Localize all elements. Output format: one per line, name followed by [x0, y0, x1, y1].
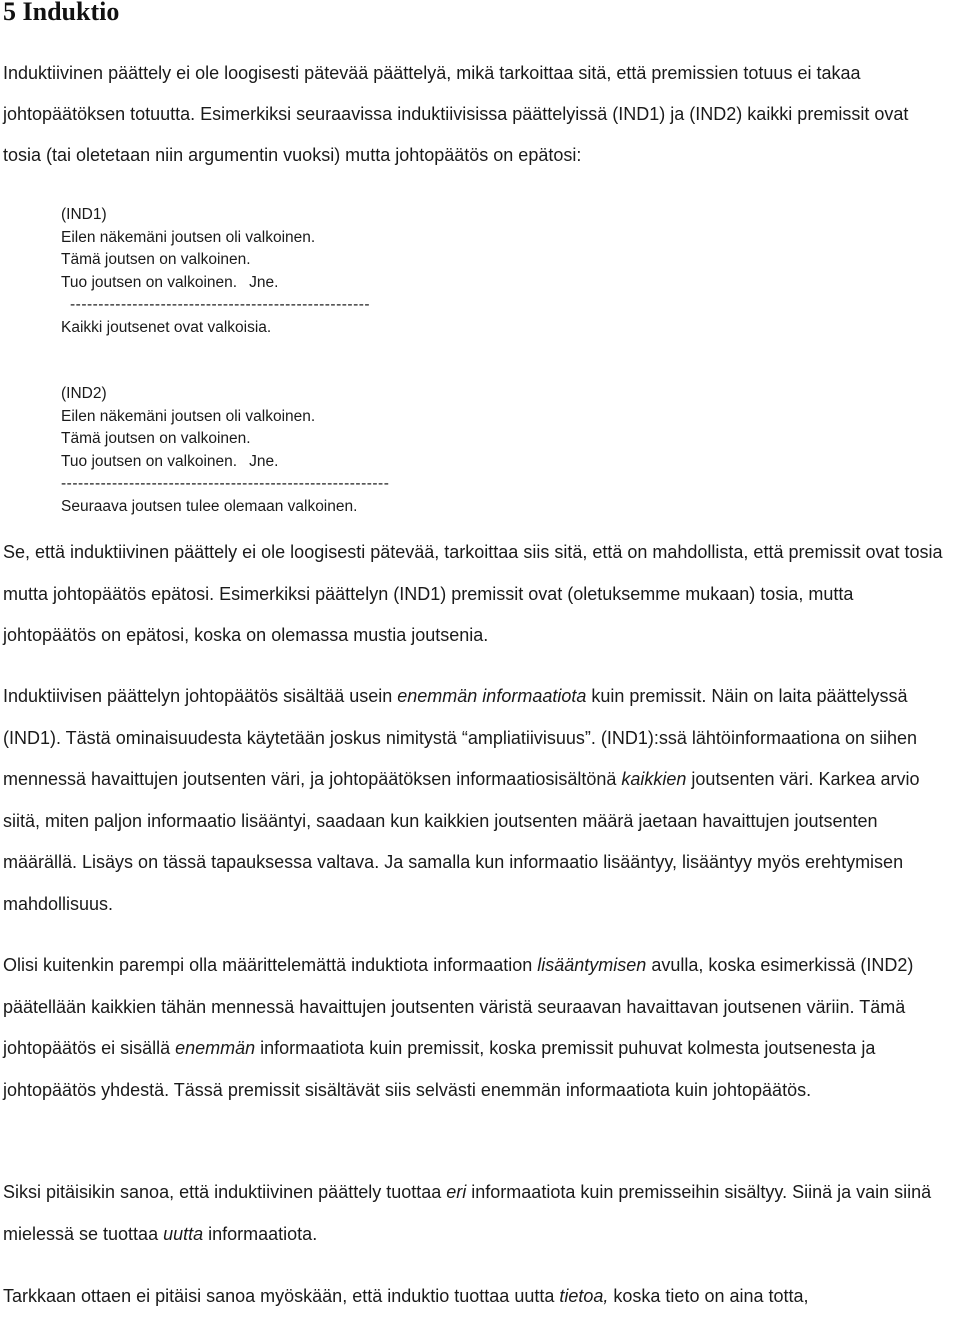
example-ind1-separator: ----------------------------------------------------- — [70, 296, 371, 313]
paragraph-validity-text: Se, että induktiivinen päättely ei ole loogisesti pätevää, tarkoittaa siis sitä, että on mahdollista, että premissit ovat tosia mutta johtopäätös epätosi. Esimerkiksi päättelyn (IND1) premissit ovat (oletuksemme mukaan) tosia, mutta johtopäätös on epätosi, koska on olemassa mustia joutsenia. — [3, 542, 943, 645]
paragraph-definition-emphasis-2: enemmän — [175, 1038, 256, 1058]
paragraph-different-information-text-b: informaatiota kuin premisseihin sisältyy. Siinä ja vain siinä mielessä se tuottaa — [3, 1182, 932, 1244]
paragraph-definition-emphasis-1: lisääntymisen — [537, 955, 647, 975]
example-ind2-separator: ---------------------------------------------------------- — [61, 475, 390, 492]
example-ind1-premise-2: Tämä joutsen on valkoinen. — [61, 251, 251, 268]
paragraph-ampliativity-text-b: kuin premissit. Näin on laita päättelyssä (IND1). Tästä ominaisuudesta käytetään joskus nimitystä “ampliatiivisuus”. (IND1):ssä lähtöinformaationa on siihen mennessä havaittujen joutsenten väri, ja johtopäätöksen informaatiosisältönä — [3, 686, 918, 789]
paragraph-intro — [3, 53, 948, 176]
paragraph-ampliativity-text-c: joutsenten väri. Karkea arvio siitä, miten paljon informaatio lisääntyi, saadaan kun kaikkien joutsenten määrä jaetaan havaittujen joutsenten määrällä. Lisäys on tässä tapauksessa valtava. Ja samalla kun informaatio lisääntyy, lisääntyy myös erehtymisen mahdollisuus. — [3, 769, 920, 914]
example-ind2-label: (IND2) — [61, 385, 107, 402]
example-ind2-premise-3: Tuo joutsen on valkoinen. — [61, 452, 238, 470]
example-ind1-etc: Jne. — [249, 273, 279, 291]
example-ind2-premise-1: Eilen näkemäni joutsen oli valkoinen. — [61, 407, 316, 425]
paragraph-definition-text-a: Olisi kuitenkin parempi olla määrittelemättä induktiota informaation — [3, 955, 538, 975]
paragraph-different-information — [3, 1172, 948, 1255]
paragraph-definition-text-b: avulla, koska esimerkissä (IND2) päätellään kaikkien tähän mennessä havaittujen joutsenten väristä seuraavan havaittavan joutsenen väriin. Tämä — [3, 955, 914, 1017]
paragraph-definition-text-c: johtopäätös ei sisällä — [3, 1038, 176, 1058]
paragraph-knowledge-text-b: koska tieto on aina totta, — [608, 1286, 809, 1306]
paragraph-knowledge — [3, 1276, 948, 1318]
paragraph-intro-text: Induktiivinen päättely ei ole loogisesti pätevää päättelyä, mikä tarkoittaa sitä, että premissien totuus ei takaa johtopäätöksen totuutta. Esimerkiksi seuraavissa induktiivisissa päättelyissä (IND1) ja (IND2) kaikki premissit ovat tosia (tai oletetaan niin argumentin vuoksi) mutta johtopäätös on epätosi: — [3, 63, 909, 165]
example-ind2-premise-3-line — [61, 451, 389, 474]
example-ind1-conclusion: Kaikki joutsenet ovat valkoisia. — [61, 318, 272, 336]
example-ind1 — [61, 204, 370, 339]
example-ind1-premise-1: Eilen näkemäni joutsen oli valkoinen. — [61, 228, 316, 246]
paragraph-ampliativity — [3, 676, 948, 925]
example-ind2-conclusion: Seuraava joutsen tulee olemaan valkoinen. — [61, 497, 358, 515]
paragraph-definition-text-d: informaatiota kuin premissit, koska premissit puhuvat kolmesta joutsenesta ja johtopäätös yhdestä. Tässä premissit sisältävät siis selvästi enemmän informaatiota kuin johtopäätös. — [3, 1038, 876, 1100]
section-heading: 5 Induktio — [3, 0, 120, 26]
paragraph-validity — [3, 532, 948, 657]
paragraph-different-information-emphasis-2: uutta — [163, 1223, 204, 1244]
paragraph-ampliativity-emphasis-1: enemmän informaatiota — [397, 686, 587, 706]
paragraph-ampliativity-text-a: Induktiivisen päättelyn johtopäätös sisältää usein — [3, 686, 398, 706]
example-ind1-label: (IND1) — [61, 206, 107, 223]
example-ind1-premise-3: Tuo joutsen on valkoinen. — [61, 273, 238, 291]
example-ind2-premise-2: Tämä joutsen on valkoinen. — [61, 430, 251, 447]
paragraph-knowledge-emphasis-1: tietoa, — [559, 1286, 609, 1306]
paragraph-knowledge-text-a: Tarkkaan ottaen ei pitäisi sanoa myöskään, että induktio tuottaa uutta — [3, 1286, 560, 1306]
paragraph-ampliativity-emphasis-2: kaikkien — [621, 769, 687, 789]
paragraph-different-information-emphasis-1: eri — [446, 1182, 467, 1202]
paragraph-definition — [3, 945, 948, 1111]
example-ind2 — [61, 383, 389, 518]
paragraph-different-information-text-c: informaatiota. — [203, 1223, 318, 1244]
paragraph-different-information-text-a: Siksi pitäisikin sanoa, että induktiivinen päättely tuottaa — [3, 1182, 447, 1202]
example-ind2-etc: Jne. — [249, 452, 279, 470]
example-ind1-premise-3-line — [61, 272, 370, 295]
